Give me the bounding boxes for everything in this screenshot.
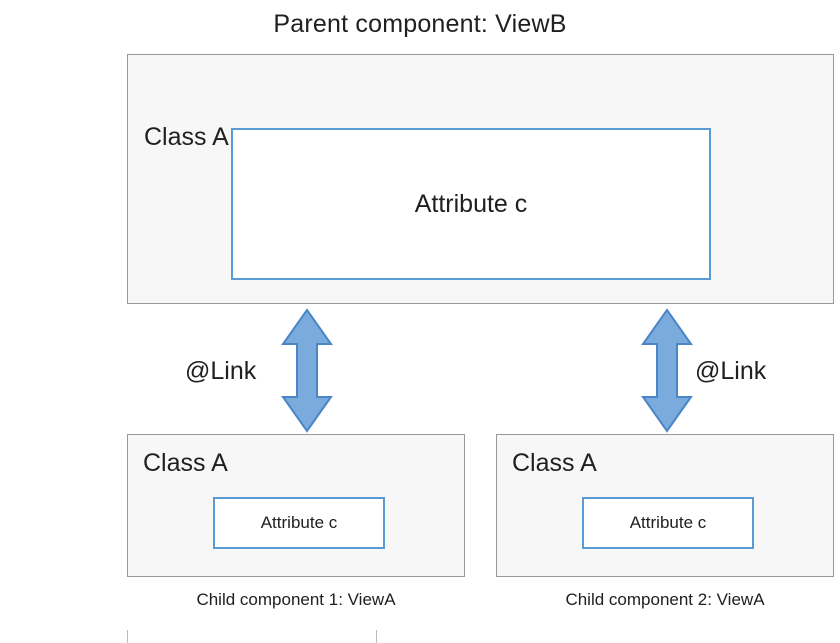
- child-component-2-box: [496, 434, 834, 577]
- parent-attribute-box: Attribute c: [231, 128, 711, 280]
- child-2-class-label: Class A: [512, 449, 597, 477]
- child-2-attribute-box: Attribute c: [582, 497, 754, 549]
- link-arrow-left: [281, 308, 333, 433]
- bottom-partial-box: [127, 630, 377, 643]
- child-1-class-label: Class A: [143, 449, 228, 477]
- child-1-caption: Child component 1: ViewA: [196, 590, 396, 609]
- link-arrow-right: [641, 308, 693, 433]
- link-label-right: @Link: [695, 357, 767, 385]
- child-component-1-box: [127, 434, 465, 577]
- parent-component-box: [127, 54, 834, 304]
- child-2-caption: Child component 2: ViewA: [565, 590, 765, 609]
- link-label-left: @Link: [185, 357, 257, 385]
- child-1-attribute-box: Attribute c: [213, 497, 385, 549]
- diagram-title: Parent component: ViewB: [273, 10, 567, 38]
- parent-class-label: Class A: [144, 123, 229, 151]
